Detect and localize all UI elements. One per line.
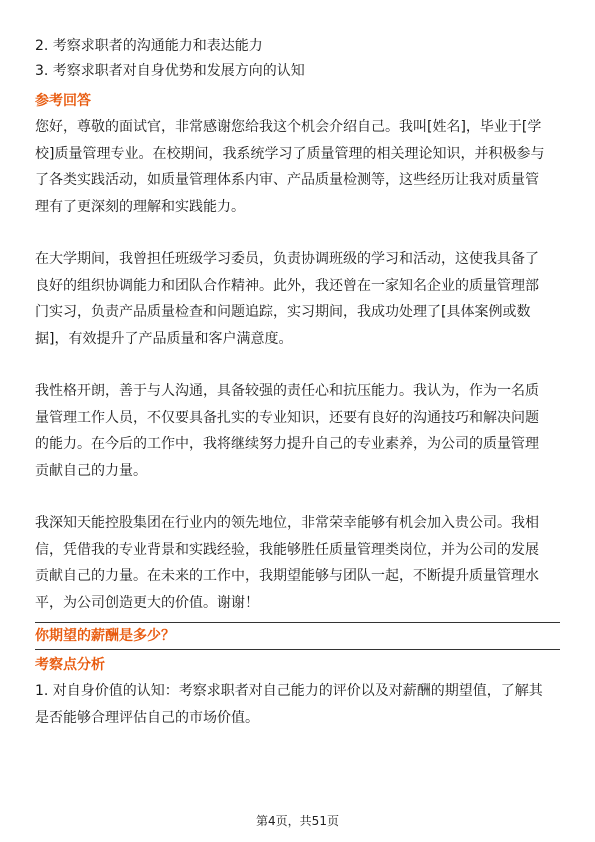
paragraph-line: 了各类实践活动，如质量管理体系内审、产品质量检测等，这些经历让我对质量管 <box>35 172 539 188</box>
paragraph-line: 校]质量管理专业。在校期间，我系统学习了质量管理的相关理论知识，并积极参与 <box>35 145 545 162</box>
paragraph-line: 的能力。在今后的工作中，我将继续努力提升自己的专业素养，为公司的质量管理 <box>35 436 539 452</box>
paragraph-line: 您好，尊敬的面试官，非常感谢您给我这个机会介绍自己。我叫[姓名]，毕业于[学 <box>35 119 542 135</box>
answer-paragraph <box>35 246 560 352</box>
intro-item: 3. 考察求职者对自身优势和发展方向的认知 <box>35 63 305 79</box>
paragraph-line: 理有了更深刻的理解和实践能力。 <box>35 198 245 215</box>
page-footer: 第4页，共51页 <box>256 814 339 828</box>
intro-item: 2. 考察求职者的沟通能力和表达能力 <box>35 38 263 54</box>
paragraph-line: 据]，有效提升了产品质量和客户满意度。 <box>35 330 293 347</box>
paragraph-line: 良好的组织协调能力和团队合作精神。此外，我还曾在一家知名企业的质量管理部 <box>35 277 539 294</box>
section-divider <box>35 649 560 650</box>
paragraph-line: 贡献自己的力量。在未来的工作中，我期望能够与团队一起，不断提升质量管理水 <box>35 568 539 584</box>
page-content <box>35 34 560 731</box>
paragraph-line: 1. 对自身价值的认知：考察求职者对自己能力的评价以及对薪酬的期望值，了解其 <box>35 683 543 699</box>
answer-paragraph <box>35 378 560 484</box>
paragraph-line: 贡献自己的力量。 <box>35 462 147 479</box>
paragraph-line: 平，为公司创造更大的价值。谢谢！ <box>35 594 259 611</box>
answer-paragraph <box>35 114 560 220</box>
question-title: 你期望的薪酬是多少？ <box>35 628 175 644</box>
paragraph-line: 量管理工作人员，不仅要具备扎实的专业知识，还要有良好的沟通技巧和解决问题 <box>35 409 539 426</box>
analysis-paragraph <box>35 678 560 731</box>
paragraph-line: 我性格开朗，善于与人沟通，具备较强的责任心和抗压能力。我认为，作为一名质 <box>35 383 539 399</box>
paragraph-line: 在大学期间，我曾担任班级学习委员，负责协调班级的学习和活动，这使我具备了 <box>35 251 539 267</box>
paragraph-line: 信，凭借我的专业背景和实践经验，我能够胜任质量管理类岗位，并为公司的发展 <box>35 541 539 558</box>
answer-paragraph <box>35 510 560 616</box>
answer-heading: 参考回答 <box>35 93 91 109</box>
analysis-heading: 考察点分析 <box>35 657 105 673</box>
paragraph-line: 是否能够合理评估自己的市场价值。 <box>35 709 259 726</box>
paragraph-line: 门实习，负责产品质量检查和问题追踪，实习期间，我成功处理了[具体案例或数 <box>35 304 531 320</box>
paragraph-line: 我深知天能控股集团在行业内的领先地位，非常荣幸能够有机会加入贵公司。我相 <box>35 515 539 531</box>
